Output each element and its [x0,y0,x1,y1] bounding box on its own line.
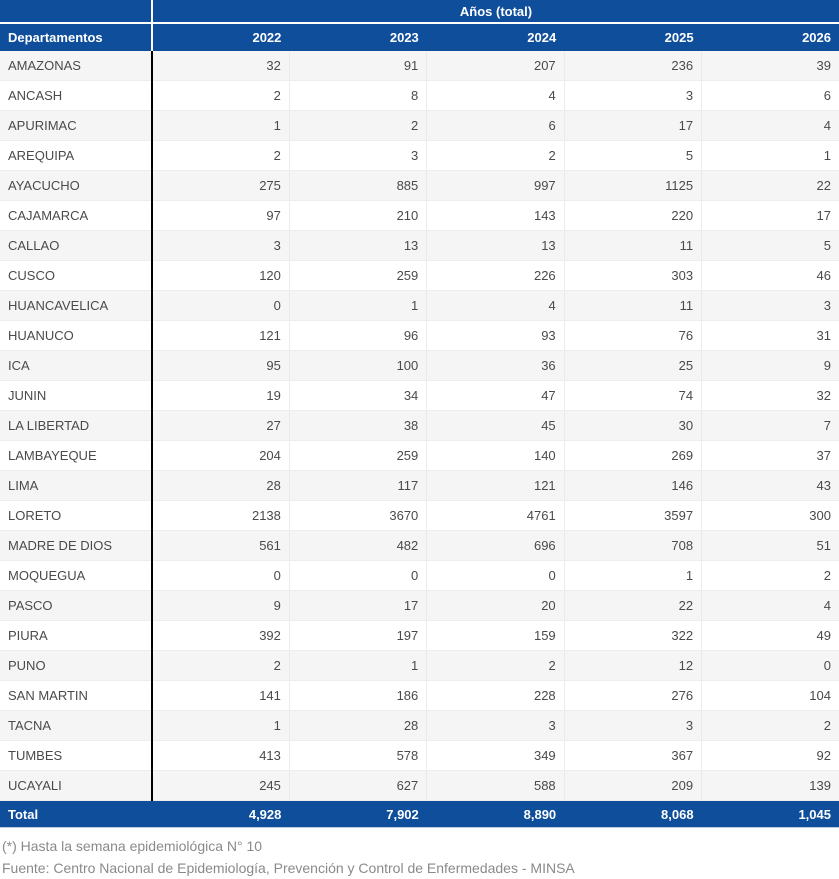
table-row [0,411,839,441]
table-row [0,351,839,381]
department-cell: SAN MARTIN [0,681,152,711]
table-row [0,621,839,651]
value-cell: 121 [427,471,564,501]
department-cell: JUNIN [0,381,152,411]
department-cell: ICA [0,351,152,381]
value-cell: 6 [427,111,564,141]
value-cell: 22 [564,591,701,621]
value-cell: 39 [702,51,839,81]
value-cell: 9 [152,591,289,621]
value-cell: 36 [427,351,564,381]
value-cell: 2 [152,81,289,111]
value-cell: 1 [564,561,701,591]
value-cell: 1 [289,651,426,681]
table-row [0,381,839,411]
value-cell: 236 [564,51,701,81]
value-cell: 3 [152,231,289,261]
table-row [0,321,839,351]
footnote-source: Fuente: Centro Nacional de Epidemiología, Prevención y Control de Enfermedades - MINSA [2,860,575,876]
department-cell: LORETO [0,501,152,531]
department-cell: TUMBES [0,741,152,771]
department-cell: APURIMAC [0,111,152,141]
table-footer [0,801,839,828]
footnote-week: (*) Hasta la semana epidemiológica N° 10 [2,838,263,854]
table-row [0,81,839,111]
value-cell: 17 [702,201,839,231]
value-cell: 97 [152,201,289,231]
table-row [0,51,839,81]
value-cell: 45 [427,411,564,441]
year-column-header: 2025 [564,23,701,51]
value-cell: 8 [289,81,426,111]
value-cell: 9 [702,351,839,381]
value-cell: 696 [427,531,564,561]
table-row [0,681,839,711]
value-cell: 47 [427,381,564,411]
header-columns-row [0,23,839,51]
value-cell: 276 [564,681,701,711]
value-cell: 3 [564,711,701,741]
value-cell: 27 [152,411,289,441]
value-cell: 204 [152,441,289,471]
value-cell: 13 [427,231,564,261]
value-cell: 2 [152,651,289,681]
department-cell: LA LIBERTAD [0,411,152,441]
department-cell: UCAYALI [0,771,152,801]
department-cell: HUANUCO [0,321,152,351]
value-cell: 104 [702,681,839,711]
value-cell: 22 [702,171,839,201]
value-cell: 3670 [289,501,426,531]
value-cell: 2 [152,141,289,171]
value-cell: 140 [427,441,564,471]
value-cell: 4 [427,81,564,111]
value-cell: 220 [564,201,701,231]
value-cell: 3 [564,81,701,111]
table-row [0,501,839,531]
value-cell: 588 [427,771,564,801]
value-cell: 303 [564,261,701,291]
value-cell: 17 [289,591,426,621]
value-cell: 1 [289,291,426,321]
value-cell: 159 [427,621,564,651]
value-cell: 561 [152,531,289,561]
value-cell: 139 [702,771,839,801]
value-cell: 0 [289,561,426,591]
table-row [0,771,839,801]
value-cell: 7 [702,411,839,441]
value-cell: 0 [152,291,289,321]
value-cell: 28 [289,711,426,741]
department-cell: PIURA [0,621,152,651]
value-cell: 30 [564,411,701,441]
value-cell: 4761 [427,501,564,531]
value-cell: 13 [289,231,426,261]
value-cell: 49 [702,621,839,651]
value-cell: 997 [427,171,564,201]
value-cell: 37 [702,441,839,471]
year-column-header: 2022 [152,23,289,51]
department-cell: CAJAMARCA [0,201,152,231]
table-row [0,441,839,471]
total-value-cell: 7,902 [289,801,426,828]
value-cell: 117 [289,471,426,501]
value-cell: 207 [427,51,564,81]
years-group-header: Años (total) [152,0,839,23]
value-cell: 245 [152,771,289,801]
value-cell: 146 [564,471,701,501]
value-cell: 12 [564,651,701,681]
value-cell: 121 [152,321,289,351]
value-cell: 3 [289,141,426,171]
table-header [0,0,839,51]
department-cell: CALLAO [0,231,152,261]
value-cell: 413 [152,741,289,771]
value-cell: 31 [702,321,839,351]
value-cell: 17 [564,111,701,141]
value-cell: 627 [289,771,426,801]
value-cell: 1125 [564,171,701,201]
value-cell: 32 [152,51,289,81]
value-cell: 11 [564,231,701,261]
header-group-row [0,0,839,23]
year-column-header: 2024 [427,23,564,51]
value-cell: 43 [702,471,839,501]
total-value-cell: 8,068 [564,801,701,828]
value-cell: 322 [564,621,701,651]
value-cell: 143 [427,201,564,231]
value-cell: 11 [564,291,701,321]
department-cell: LIMA [0,471,152,501]
value-cell: 38 [289,411,426,441]
value-cell: 20 [427,591,564,621]
total-value-cell: 1,045 [702,801,839,828]
department-cell: PASCO [0,591,152,621]
total-row [0,801,839,828]
value-cell: 2 [427,141,564,171]
department-cell: AYACUCHO [0,171,152,201]
value-cell: 0 [427,561,564,591]
value-cell: 228 [427,681,564,711]
department-cell: ANCASH [0,81,152,111]
value-cell: 259 [289,261,426,291]
header-corner-cell [0,0,152,23]
value-cell: 74 [564,381,701,411]
department-cell: CUSCO [0,261,152,291]
table-row [0,261,839,291]
value-cell: 92 [702,741,839,771]
departments-column-header: Departamentos [0,23,152,51]
value-cell: 367 [564,741,701,771]
value-cell: 141 [152,681,289,711]
value-cell: 2 [289,111,426,141]
value-cell: 2 [702,711,839,741]
value-cell: 349 [427,741,564,771]
table-row [0,471,839,501]
value-cell: 100 [289,351,426,381]
table-row [0,741,839,771]
table-row [0,171,839,201]
value-cell: 4 [702,111,839,141]
value-cell: 3597 [564,501,701,531]
table-row [0,201,839,231]
department-cell: PUNO [0,651,152,681]
value-cell: 1 [702,141,839,171]
value-cell: 708 [564,531,701,561]
value-cell: 96 [289,321,426,351]
value-cell: 76 [564,321,701,351]
value-cell: 482 [289,531,426,561]
value-cell: 3 [427,711,564,741]
value-cell: 95 [152,351,289,381]
value-cell: 209 [564,771,701,801]
department-cell: AREQUIPA [0,141,152,171]
table-body [0,51,839,801]
value-cell: 5 [702,231,839,261]
value-cell: 2138 [152,501,289,531]
table-row [0,111,839,141]
value-cell: 5 [564,141,701,171]
department-cell: AMAZONAS [0,51,152,81]
value-cell: 51 [702,531,839,561]
value-cell: 34 [289,381,426,411]
value-cell: 28 [152,471,289,501]
value-cell: 1 [152,111,289,141]
total-label: Total [0,801,152,828]
value-cell: 197 [289,621,426,651]
value-cell: 3 [702,291,839,321]
department-cell: MOQUEGUA [0,561,152,591]
table-row [0,531,839,561]
value-cell: 91 [289,51,426,81]
value-cell: 269 [564,441,701,471]
value-cell: 4 [427,291,564,321]
table-row [0,711,839,741]
department-cell: TACNA [0,711,152,741]
value-cell: 885 [289,171,426,201]
table-row [0,141,839,171]
footnotes [0,828,839,879]
table-row [0,651,839,681]
value-cell: 0 [152,561,289,591]
value-cell: 226 [427,261,564,291]
table-row [0,291,839,321]
table-row [0,561,839,591]
value-cell: 578 [289,741,426,771]
year-column-header: 2026 [702,23,839,51]
year-column-header: 2023 [289,23,426,51]
value-cell: 1 [152,711,289,741]
value-cell: 210 [289,201,426,231]
department-cell: HUANCAVELICA [0,291,152,321]
value-cell: 120 [152,261,289,291]
value-cell: 2 [702,561,839,591]
value-cell: 32 [702,381,839,411]
value-cell: 25 [564,351,701,381]
value-cell: 4 [702,591,839,621]
table-row [0,591,839,621]
value-cell: 275 [152,171,289,201]
value-cell: 259 [289,441,426,471]
value-cell: 2 [427,651,564,681]
value-cell: 0 [702,651,839,681]
total-value-cell: 8,890 [427,801,564,828]
department-cell: LAMBAYEQUE [0,441,152,471]
value-cell: 6 [702,81,839,111]
value-cell: 186 [289,681,426,711]
value-cell: 93 [427,321,564,351]
value-cell: 46 [702,261,839,291]
value-cell: 19 [152,381,289,411]
value-cell: 392 [152,621,289,651]
total-value-cell: 4,928 [152,801,289,828]
department-cell: MADRE DE DIOS [0,531,152,561]
value-cell: 300 [702,501,839,531]
table-row [0,231,839,261]
